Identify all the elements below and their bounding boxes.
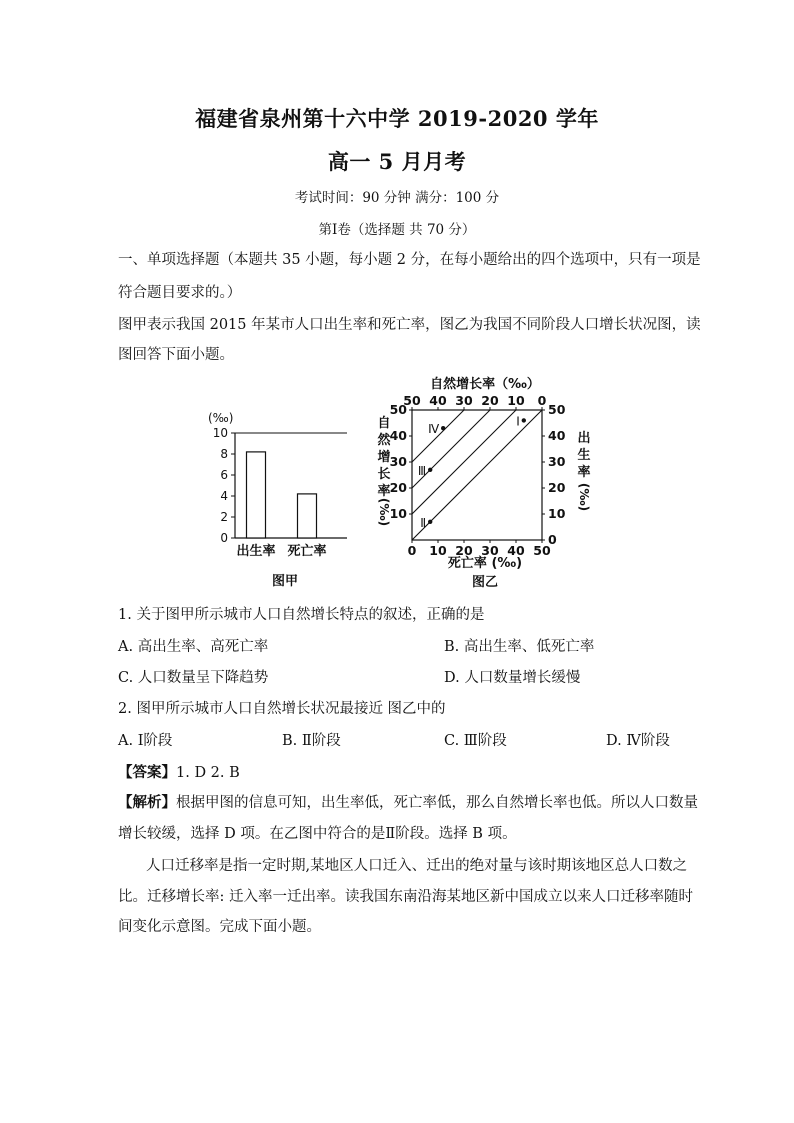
yi-bottom-tick-label: 20 [455, 543, 473, 558]
yi-left-tick-label: 50 [389, 402, 407, 417]
analysis-label: 【解析】 [118, 794, 176, 811]
jia-category-label: 出生率 [236, 544, 276, 559]
yi-right-tick-label: 10 [548, 506, 566, 521]
yi-stage-point [428, 520, 432, 524]
yi-bottom-tick-label: 40 [507, 543, 525, 558]
intro-line1: 图甲表示我国 2015 年某市人口出生率和死亡率，图乙为我国不同阶段人口增长状况图，读 [118, 317, 701, 333]
yi-left-tick-label: 30 [389, 454, 407, 469]
intro-line2: 图回答下面小题。 [118, 347, 234, 363]
analysis-text-1: 根据甲图的信息可知，出生率低，死亡率低，那么自然增长率也低。所以人口数量 [176, 795, 698, 811]
jia-bar-2 [298, 494, 317, 538]
yi-top-tick-label: 20 [481, 393, 499, 408]
jia-y-tick-label: 4 [220, 489, 228, 503]
figure-jia-bar-chart [200, 405, 360, 590]
yi-left-tick-label: 40 [389, 428, 407, 443]
analysis-line2: 增长较缓，选择 D 项。在乙图中符合的是Ⅱ阶段。选择 B 项。 [118, 826, 517, 842]
yi-bottom-tick-label: 0 [407, 543, 417, 558]
yi-stage-point [522, 418, 526, 422]
yi-stage-point [428, 468, 432, 472]
question-2-option-b[interactable]: B. Ⅱ阶段 [282, 733, 341, 749]
yi-right-axis-unit: (‰) [577, 482, 591, 512]
instructions-line1: 一、单项选择题（本题共 35 小题，每小题 2 分，在每小题给出的四个选项中，只有一项是 [118, 252, 701, 268]
answer-text: 1. D 2. B [176, 765, 240, 781]
yi-stage-label: Ⅰ [516, 414, 520, 429]
yi-left-tick-label: 20 [389, 480, 407, 495]
jia-y-tick-label: 6 [220, 468, 228, 482]
yi-stage-label: Ⅲ [417, 463, 427, 478]
jia-y-tick-label: 0 [220, 531, 228, 545]
yi-left-axis-unit: (‰) [377, 497, 391, 527]
yi-left-axis-char: 增 [377, 450, 391, 465]
yi-right-tick-label: 0 [548, 532, 557, 547]
question-1-option-b[interactable]: B. 高出生率、低死亡率 [444, 639, 595, 655]
question-1-stem: 1. 关于图甲所示城市人口自然增长特点的叙述，正确的是 [118, 607, 485, 623]
yi-right-tick-label: 50 [548, 402, 566, 417]
yi-bottom-tick-label: 30 [481, 543, 499, 558]
yi-right-tick-label: 40 [548, 428, 566, 443]
jia-bar-1 [247, 452, 266, 538]
yi-stage-label: Ⅳ [428, 422, 440, 437]
figure-jia-ylabel: (‰) [208, 411, 234, 425]
yi-left-axis-char: 自 [377, 416, 391, 431]
yi-top-tick-label: 10 [507, 393, 525, 408]
yi-right-axis-char: 出 [577, 431, 591, 446]
yi-stage-label: Ⅱ [420, 515, 427, 530]
page-title-line2: 高一 5 月月考 [327, 149, 467, 174]
yi-left-axis-char: 率 [377, 484, 391, 499]
yi-left-tick-label: 10 [389, 506, 407, 521]
figure-yi-xlabel: 死亡率 (‰) [447, 556, 523, 571]
answer-label: 【答案】 [118, 764, 176, 781]
question-1-option-a[interactable]: A. 高出生率、高死亡率 [118, 639, 269, 655]
question-2-option-d[interactable]: D. Ⅳ阶段 [606, 733, 670, 749]
yi-right-axis-char: 率 [577, 465, 591, 480]
question-1-option-c[interactable]: C. 人口数量呈下降趋势 [118, 670, 269, 686]
yi-top-tick-label: 0 [537, 393, 547, 408]
instructions-line2: 符合题目要求的。） [118, 285, 242, 301]
question-2-option-c[interactable]: C. Ⅲ阶段 [444, 733, 507, 749]
yi-top-tick-label: 30 [455, 393, 473, 408]
yi-stage-point [441, 426, 445, 430]
question-1-option-d[interactable]: D. 人口数量增长缓慢 [444, 670, 581, 686]
question-2-option-a[interactable]: A. Ⅰ阶段 [118, 733, 173, 749]
passage2-line3: 间变化示意图。完成下面小题。 [118, 919, 321, 935]
figure-yi-diagram [370, 373, 600, 590]
yi-top-tick-label: 40 [429, 393, 447, 408]
analysis-line1 [118, 791, 698, 812]
jia-y-tick-label: 8 [220, 447, 228, 461]
yi-right-tick-label: 30 [548, 454, 566, 469]
jia-y-tick-label: 10 [212, 426, 228, 440]
passage2-line2: 比。迁移增长率: 迁入率一迁出率。读我国东南沿海某地区新中国成立以来人口迁移率随时 [118, 889, 693, 905]
yi-bottom-tick-label: 10 [429, 543, 447, 558]
question-2-stem: 2. 图甲所示城市人口自然增长状况最接近 图乙中的 [118, 701, 446, 717]
jia-y-tick-label: 2 [220, 510, 228, 524]
yi-left-axis-char: 然 [377, 433, 391, 448]
jia-category-label: 死亡率 [287, 544, 327, 559]
yi-right-axis-char: 生 [577, 448, 591, 463]
yi-bottom-tick-label: 50 [533, 543, 551, 558]
answer-block [118, 761, 240, 782]
yi-left-axis-char: 长 [377, 467, 391, 482]
figure-jia-title: 图甲 [271, 574, 299, 589]
exam-info: 考试时间：90 分钟 满分：100 分 [294, 190, 500, 206]
passage2-line1: 人口迁移率是指一定时期,某地区人口迁入、迁出的绝对量与该时期该地区总人口数之 [146, 858, 688, 874]
yi-right-tick-label: 20 [548, 480, 566, 495]
yi-top-tick-label: 50 [403, 393, 421, 408]
figure-yi-top-label: 自然增长率（‰） [430, 377, 540, 392]
section-title: 第Ⅰ卷（选择题 共 70 分） [318, 222, 476, 238]
page-title-line1: 福建省泉州第十六中学 2019-2020 学年 [195, 106, 599, 131]
figure-yi-title: 图乙 [471, 575, 499, 590]
